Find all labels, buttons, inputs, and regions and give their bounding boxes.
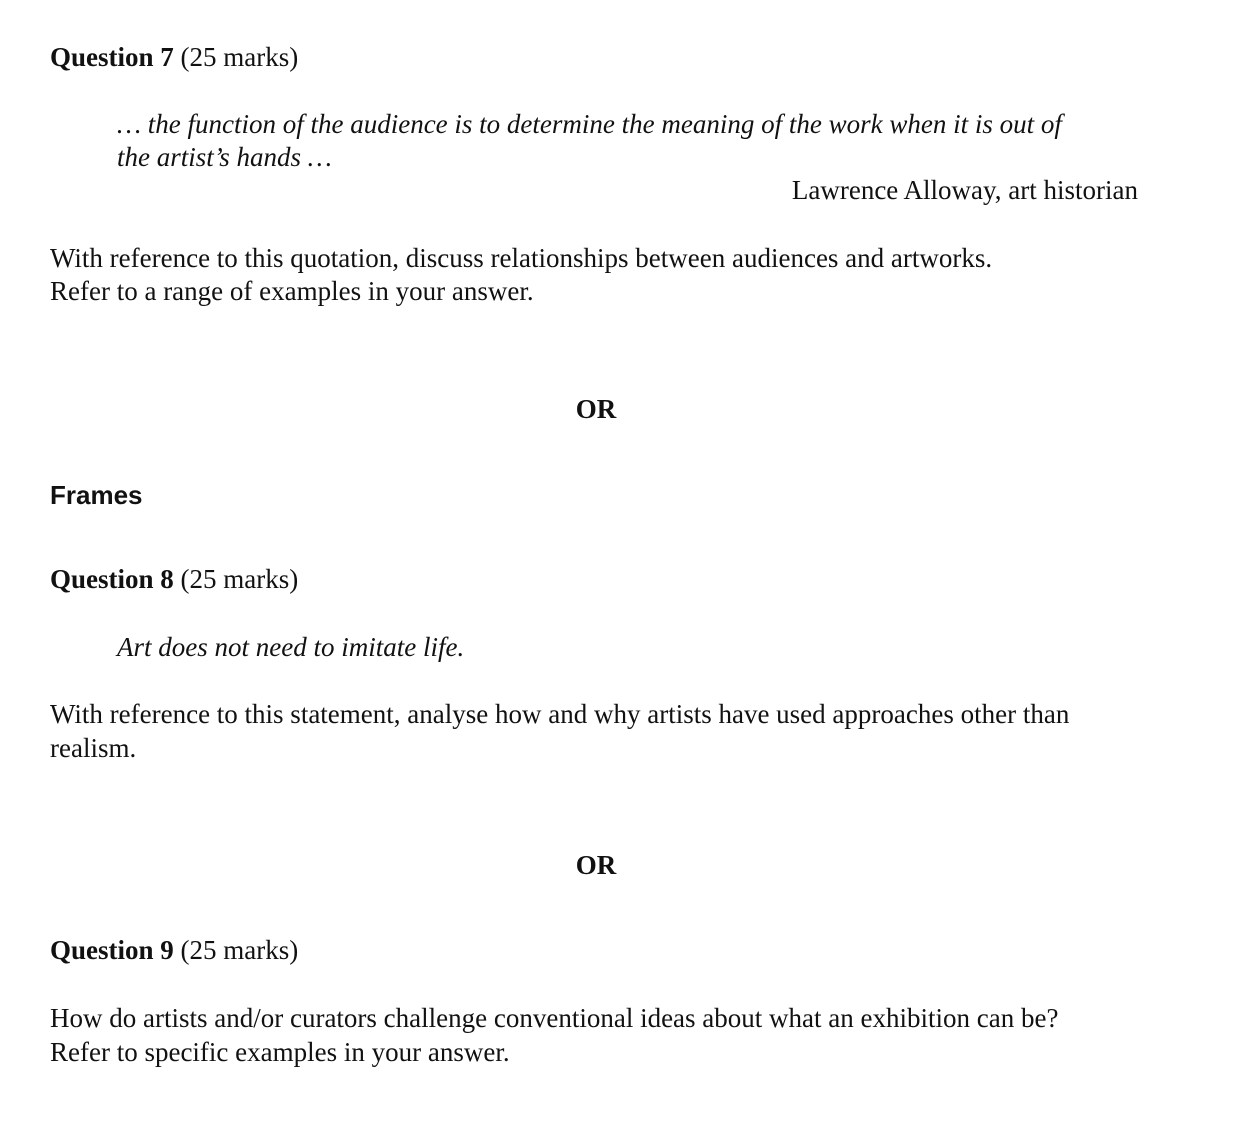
question-7-quote-line-2: the artist’s hands … (117, 142, 332, 172)
question-8-label: Question 8 (50, 564, 174, 594)
question-8-body-line-1: With reference to this statement, analyse how and why artists have used approaches other than (50, 699, 1070, 729)
question-9-heading (50, 933, 298, 967)
question-7-quote-line-1: … the function of the audience is to determine the meaning of the work when it is out of (117, 109, 1062, 139)
or-separator-2: OR (575, 850, 617, 880)
question-8-marks: (25 marks) (180, 564, 299, 594)
question-7-marks: (25 marks) (180, 42, 299, 72)
section-heading-frames: Frames (50, 480, 143, 510)
question-7-heading (50, 40, 298, 74)
question-9-marks: (25 marks) (180, 935, 299, 965)
question-7-attribution: Lawrence Alloway, art historian (791, 175, 1138, 205)
question-7-label: Question 7 (50, 42, 174, 72)
question-9-body-line-1: How do artists and/or curators challenge conventional ideas about what an exhibition can be? (50, 1003, 1059, 1033)
question-7-body-line-2: Refer to a range of examples in your answer. (50, 276, 534, 306)
question-7-body-line-1: With reference to this quotation, discuss relationships between audiences and artworks. (50, 243, 993, 273)
question-9-body-line-2: Refer to specific examples in your answer. (50, 1037, 510, 1067)
or-separator-1: OR (575, 394, 617, 424)
question-8-body-line-2: realism. (50, 733, 137, 763)
question-8-quote: Art does not need to imitate life. (117, 632, 465, 662)
question-8-heading (50, 562, 298, 596)
question-9-label: Question 9 (50, 935, 174, 965)
